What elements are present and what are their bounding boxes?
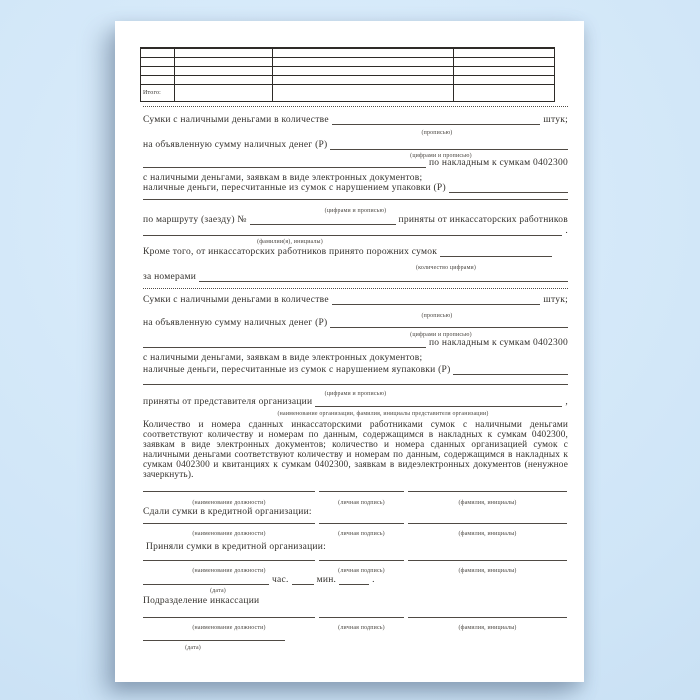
blank-field — [408, 491, 567, 492]
summary-table — [140, 47, 555, 102]
blank-field — [143, 347, 426, 348]
table-cell — [273, 49, 454, 58]
table-cell — [175, 85, 273, 101]
dotted-divider — [143, 106, 568, 107]
quantity-digits-caption: (количество цифрами) — [415, 265, 477, 271]
confirmation-paragraph: Количество и номера сданных инкассаторскими работниками сумок с наличными деньгами соответствуют количеству и номерам по данным, содержащимся в накладных к сумкам 0402300, заявкам в виде электронных документов; количество и номера сданных организацией сумок с наличными деньгами соответствуют количеству и номерам по данным, содержащимся в накладных к сумкам 0402300 и квитанциях к сумкам 0402300, заявкам в видеэлектронных документов (ненужное зачеркнуть). — [143, 420, 568, 480]
signature-line-row — [143, 608, 567, 618]
signature-caption: (личная подпись) — [338, 531, 385, 537]
table-cell — [273, 85, 454, 101]
blank-field — [319, 617, 404, 618]
declared-sum-prefix: на объявленную сумму наличных денег (Р) — [143, 317, 328, 328]
in-words-caption: (прописью) — [421, 313, 453, 319]
blank-field — [143, 584, 269, 585]
handed-label-text: Сдали сумки в кредитной организации: — [143, 507, 312, 517]
line-comma: , — [565, 396, 568, 407]
blank-field — [143, 617, 315, 618]
blank-field — [199, 281, 568, 282]
blank-field — [408, 617, 567, 618]
table-cell — [141, 67, 175, 76]
position-caption: (наименование должности) — [192, 568, 266, 574]
invoices-line — [143, 157, 568, 168]
blank-field — [143, 384, 568, 385]
position-caption: (наименование должности) — [192, 531, 266, 537]
signature-caption: (личная подпись) — [338, 568, 385, 574]
blank-field — [319, 560, 404, 561]
table-cell — [175, 76, 273, 85]
route-suffix: приняты от инкассаторских работников — [398, 214, 568, 225]
digits-words-caption: (цифрами и прописью) — [410, 332, 472, 338]
date-caption: (дата) — [210, 588, 226, 594]
blank-field — [143, 199, 568, 200]
blank-field — [292, 584, 314, 585]
edocs-line-2 — [143, 354, 568, 364]
signature-captions-row — [143, 625, 567, 633]
hours-label: час. — [272, 575, 289, 585]
blank-field — [143, 235, 562, 236]
dotted-divider — [143, 288, 568, 289]
bags-count-line — [143, 114, 568, 125]
position-caption: (наименование должности) — [192, 500, 266, 506]
signature-captions-row — [143, 531, 567, 539]
table-cell — [175, 67, 273, 76]
in-words-caption: (прописью) — [421, 130, 453, 136]
edocs-text: с наличными деньгами, заявкам в виде электронных документов; — [143, 353, 423, 363]
digits-words-caption: (цифрами и прописью) — [410, 153, 472, 159]
position-caption: (наименование должности) — [192, 625, 266, 631]
from-rep-prefix: приняты от представителя организации — [143, 396, 313, 407]
time-line — [143, 574, 375, 585]
surname-caption: (фамилия, инициалы) — [458, 500, 517, 506]
declared-sum-prefix: на объявленную сумму наличных денег (Р) — [143, 139, 328, 150]
table-cell — [141, 49, 175, 58]
received-label-text: Приняли сумки в кредитной организации: — [146, 542, 326, 552]
blank-field — [408, 523, 567, 524]
date-blank-line — [143, 640, 285, 641]
bags-count-prefix: Сумки с наличными деньгами в количестве — [143, 294, 329, 305]
table-cell — [454, 67, 554, 76]
recounted-prefix: наличные деньги, пересчитанные из сумок с нарушением упаковки (Р) — [143, 182, 446, 193]
invoices-suffix: по накладным к сумкам 0402300 — [428, 337, 568, 348]
date-caption: (дата) — [185, 645, 201, 651]
table-cell — [175, 58, 273, 67]
numbers-prefix: за номерами — [143, 271, 197, 282]
table-cell — [273, 58, 454, 67]
blank-field — [143, 167, 426, 168]
bags-count-suffix: штук; — [543, 114, 568, 125]
table-cell — [454, 85, 554, 101]
signature-caption: (личная подпись) — [338, 625, 385, 631]
blank-field — [143, 491, 315, 492]
signature-caption: (личная подпись) — [338, 500, 385, 506]
division-label-text: Подразделение инкассации — [143, 596, 260, 606]
surname-caption: (фамилия, инициалы) — [458, 625, 517, 631]
surnames-caption: (фамилии(я), инициалы) — [257, 239, 323, 245]
blank-field — [315, 406, 562, 407]
table-total-label: Итого: — [141, 85, 175, 101]
invoices-line-2 — [143, 337, 568, 348]
blank-line — [143, 225, 568, 236]
minutes-label: мин. — [316, 575, 337, 585]
cash-collection-form — [115, 21, 584, 682]
declared-sum-line — [143, 139, 568, 150]
blank-field — [440, 256, 552, 257]
numbers-line — [143, 271, 568, 282]
recounted-prefix-2: наличные деньги, пересчитанные из сумок с нарушением яупаковки (Р) — [143, 364, 451, 375]
representative-line — [143, 396, 568, 407]
bags-count-prefix: Сумки с наличными деньгами в количестве — [143, 114, 329, 125]
blank-field — [332, 124, 541, 125]
surname-caption: (фамилия, инициалы) — [458, 531, 517, 537]
table-cell — [141, 58, 175, 67]
table-cell — [454, 76, 554, 85]
table-cell — [273, 76, 454, 85]
blank-field — [143, 523, 315, 524]
table-cell — [175, 49, 273, 58]
digits-words-caption: (цифрами и прописью) — [324, 208, 387, 214]
table-cell — [454, 58, 554, 67]
signature-line-row — [143, 514, 567, 524]
edocs-text: с наличными деньгами, заявкам в виде электронных документов; — [143, 173, 423, 183]
time-period: . — [372, 575, 375, 585]
route-prefix: по маршруту (заезду) № — [143, 214, 247, 225]
bags-count-suffix: штук; — [543, 294, 568, 305]
digits-words-caption: (цифрами и прописью) — [324, 391, 387, 397]
table-cell — [141, 76, 175, 85]
blank-field — [319, 523, 404, 524]
route-line — [143, 214, 568, 225]
blank-field — [332, 304, 541, 305]
blank-field — [330, 327, 568, 328]
blank-field — [339, 584, 369, 585]
blank-field — [408, 560, 567, 561]
line-period: . — [565, 225, 568, 236]
blank-field — [143, 560, 315, 561]
surname-caption: (фамилия, инициалы) — [458, 568, 517, 574]
empty-bags-line — [143, 246, 552, 257]
division-label — [143, 597, 568, 607]
blank-field — [319, 491, 404, 492]
bags-count-line-2 — [143, 294, 568, 305]
blank-line — [143, 374, 568, 385]
empty-bags-prefix: Кроме того, от инкассаторских работников принято порожних сумок — [143, 246, 438, 257]
org-rep-caption: (наименование организации, фамилия, инициалы представителя организации) — [277, 411, 489, 417]
invoices-suffix: по накладным к сумкам 0402300 — [428, 157, 568, 168]
table-cell — [273, 67, 454, 76]
declared-sum-line-2 — [143, 317, 568, 328]
signature-line-row — [143, 482, 567, 492]
blank-field — [330, 149, 568, 150]
blank-line — [143, 189, 568, 200]
table-cell — [454, 49, 554, 58]
signature-line-row — [143, 551, 567, 561]
